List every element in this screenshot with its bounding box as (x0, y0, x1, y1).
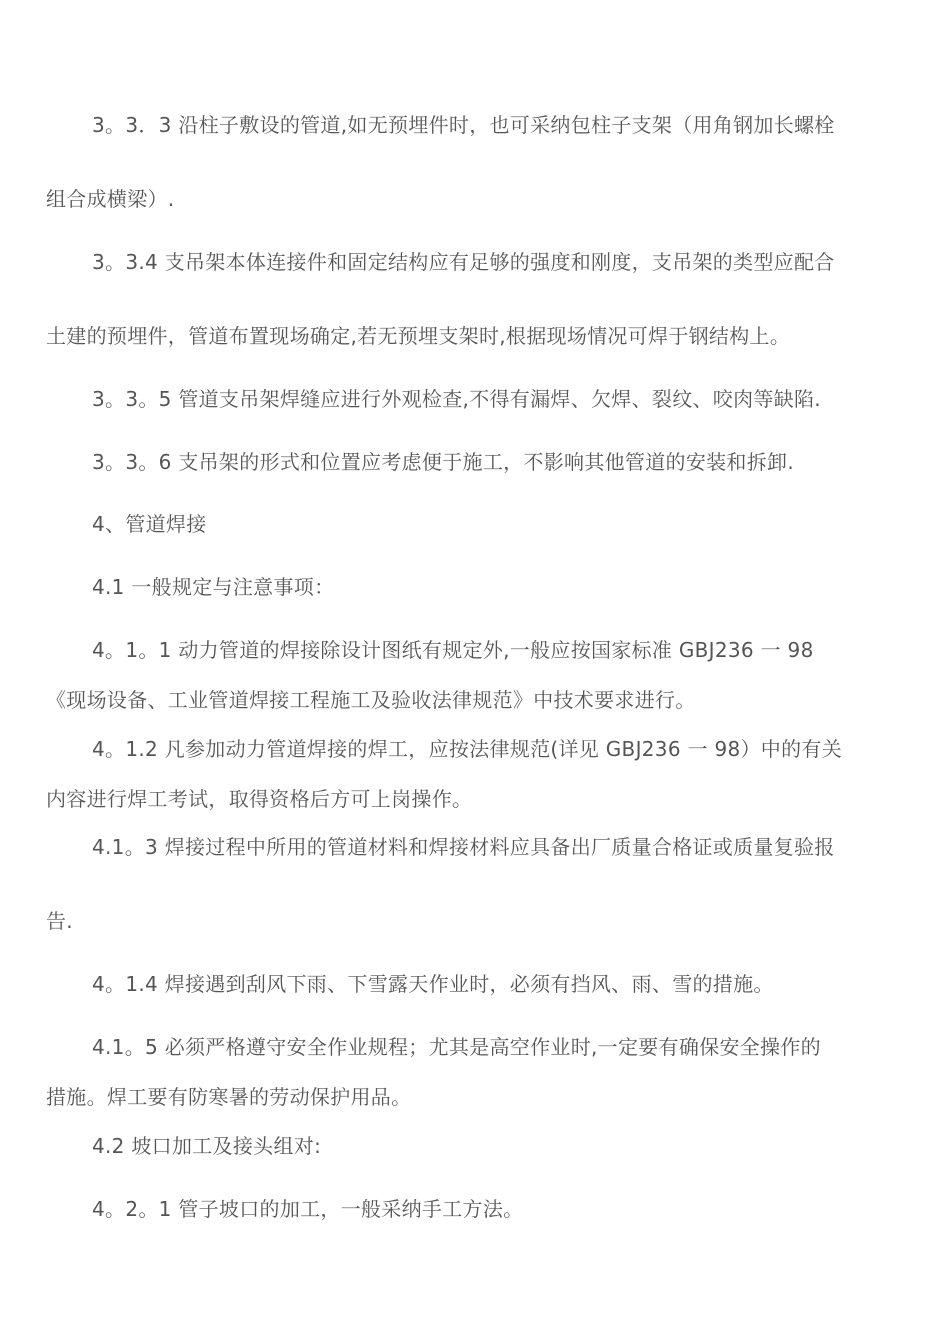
paragraph-4-1-4: 4。1.4 焊接遇到刮风下雨、下雪露天作业时，必须有挡风、雨、雪的措施。 (92, 972, 774, 996)
paragraph-4-1-3-line-1: 4.1。3 焊接过程中所用的管道材料和焊接材料应具备出厂质量合格证或质量复验报 (92, 835, 835, 859)
paragraph-3-3-4-line-2: 土建的预埋件，管道布置现场确定,若无预埋支架时,根据现场情况可焊于钢结构上。 (46, 324, 791, 348)
paragraph-4-1-5-line-1: 4.1。5 必须严格遵守安全作业规程；尤其是高空作业时,一定要有确保安全操作的 (92, 1035, 821, 1059)
section-heading-4: 4、管道焊接 (92, 512, 207, 536)
paragraph-3-3-5: 3。3。5 管道支吊架焊缝应进行外观检查,不得有漏焊、欠焊、裂纹、咬肉等缺陷. (92, 387, 821, 411)
paragraph-4-1-1-line-2: 《现场设备、工业管道焊接工程施工及验收法律规范》中技术要求进行。 (46, 688, 696, 712)
paragraph-4-1-1-line-1: 4。1。1 动力管道的焊接除设计图纸有规定外,一般应按国家标准 GBJ236 一 98 (92, 638, 814, 662)
paragraph-3-3-6: 3。3。6 支吊架的形式和位置应考虑便于施工，不影响其他管道的安装和拆卸. (92, 450, 794, 474)
paragraph-4-1-3-line-2: 告. (46, 909, 73, 933)
paragraph-4-1-2-line-2: 内容进行焊工考试，取得资格后方可上岗操作。 (46, 787, 473, 811)
paragraph-3-3-3-line-1: 3。3．3 沿柱子敷设的管道,如无预埋件时，也可采纳包柱子支架（用角钢加长螺栓 (92, 113, 835, 137)
paragraph-4-1-2-line-1: 4。1.2 凡参加动力管道焊接的焊工，应按法律规范(详见 GBJ236 一 98）中的有关 (92, 737, 843, 761)
paragraph-3-3-3-line-2: 组合成横梁）. (46, 187, 175, 211)
paragraph-4-1-5-line-2: 措施。焊工要有防寒暑的劳动保护用品。 (46, 1085, 412, 1109)
subsection-heading-4-1: 4.1 一般规定与注意事项： (92, 575, 335, 599)
subsection-heading-4-2: 4.2 坡口加工及接头组对: (92, 1134, 322, 1158)
paragraph-4-2-1: 4。2。1 管子坡口的加工，一般采纳手工方法。 (92, 1197, 524, 1221)
paragraph-3-3-4-line-1: 3。3.4 支吊架本体连接件和固定结构应有足够的强度和刚度，支吊架的类型应配合 (92, 250, 835, 274)
